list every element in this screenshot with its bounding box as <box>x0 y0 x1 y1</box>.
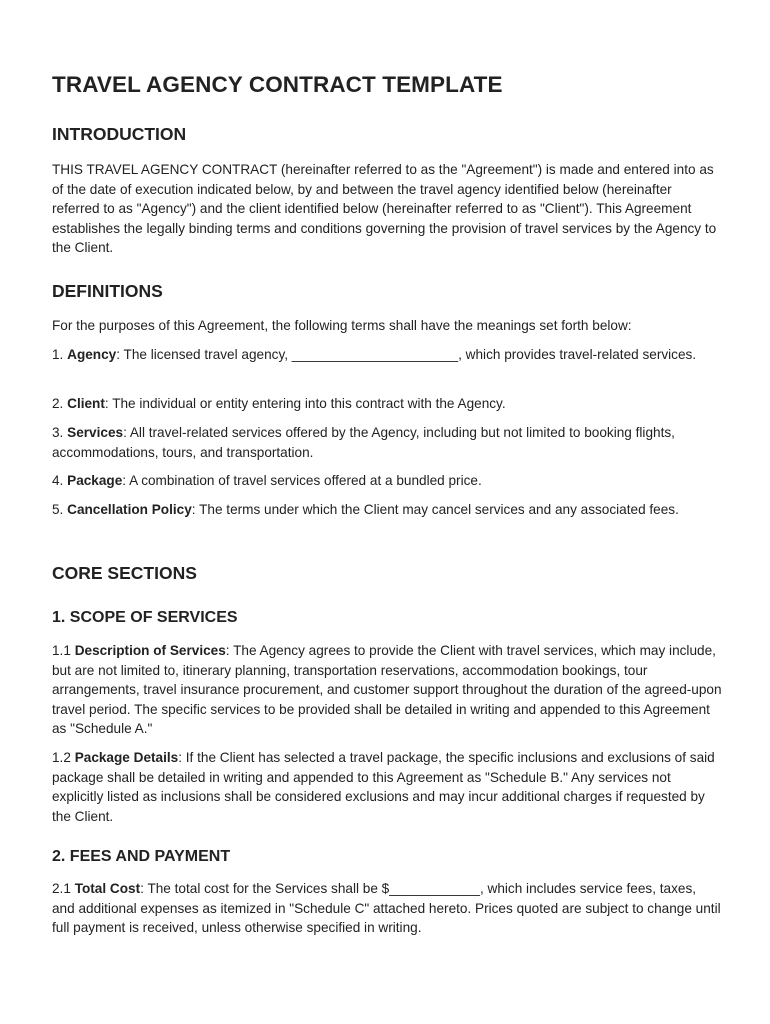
scope-of-services-heading: 1. SCOPE OF SERVICES <box>52 609 238 626</box>
definition-item: 5. Cancellation Policy: The terms under which the Client may cancel services and any associated fees. <box>52 502 679 517</box>
definition-item: 2. Client: The individual or entity entering into this contract with the Agency. <box>52 396 506 411</box>
clause-item: 1.2 Package Details: If the Client has selected a travel package, the specific inclusions and exclusions of said package shall be detailed in writing and appended to this Agreement as "Schedule B." Any services not explicitly listed as inclusions shall be considered exclusions and may incur additional charges if requested by the Client. <box>52 750 715 824</box>
definition-item: 3. Services: All travel-related services offered by the Agency, including but not limited to booking flights, accommodations, tours, and transportation. <box>52 425 675 460</box>
definition-item: 4. Package: A combination of travel services offered at a bundled price. <box>52 473 482 488</box>
clause-item: 1.1 Description of Services: The Agency agrees to provide the Client with travel services, which may include, but are not limited to, itinerary planning, transportation reservations, accommodation bookings, tour arrangements, travel insurance procurement, and customer support throughout the duration of the agreed-upon travel period. The specific services to be provided shall be detailed in writing and appended to this Agreement as "Schedule A." <box>52 643 722 737</box>
definition-item: 1. Agency: The licensed travel agency, ______________________, which provides travel-related services. <box>52 347 697 362</box>
definitions-heading: DEFINITIONS <box>52 281 163 301</box>
introduction-heading: INTRODUCTION <box>52 124 187 144</box>
introduction-paragraph: THIS TRAVEL AGENCY CONTRACT (hereinafter referred to as the "Agreement") is made and entered into as of the date of execution indicated below, by and between the travel agency identified below (hereinafter referred to as "Agency") and the client identified below (hereinafter referred to as "Client"). This Agreement establishes the legally binding terms and conditions governing the provision of travel services by the Agency to the Client. <box>52 162 717 256</box>
core-sections-heading: CORE SECTIONS <box>52 563 197 583</box>
fees-and-payment-heading: 2. FEES AND PAYMENT <box>52 848 231 865</box>
document-title: TRAVEL AGENCY CONTRACT TEMPLATE <box>52 72 503 97</box>
clause-item: 2.1 Total Cost: The total cost for the Services shall be $____________, which includes service fees, taxes, and additional expenses as itemized in "Schedule C" attached hereto. Prices quoted are subject to change until full payment is received, unless otherwise specified in writing. <box>52 881 721 936</box>
definitions-lead: For the purposes of this Agreement, the following terms shall have the meanings set forth below: <box>52 318 632 333</box>
